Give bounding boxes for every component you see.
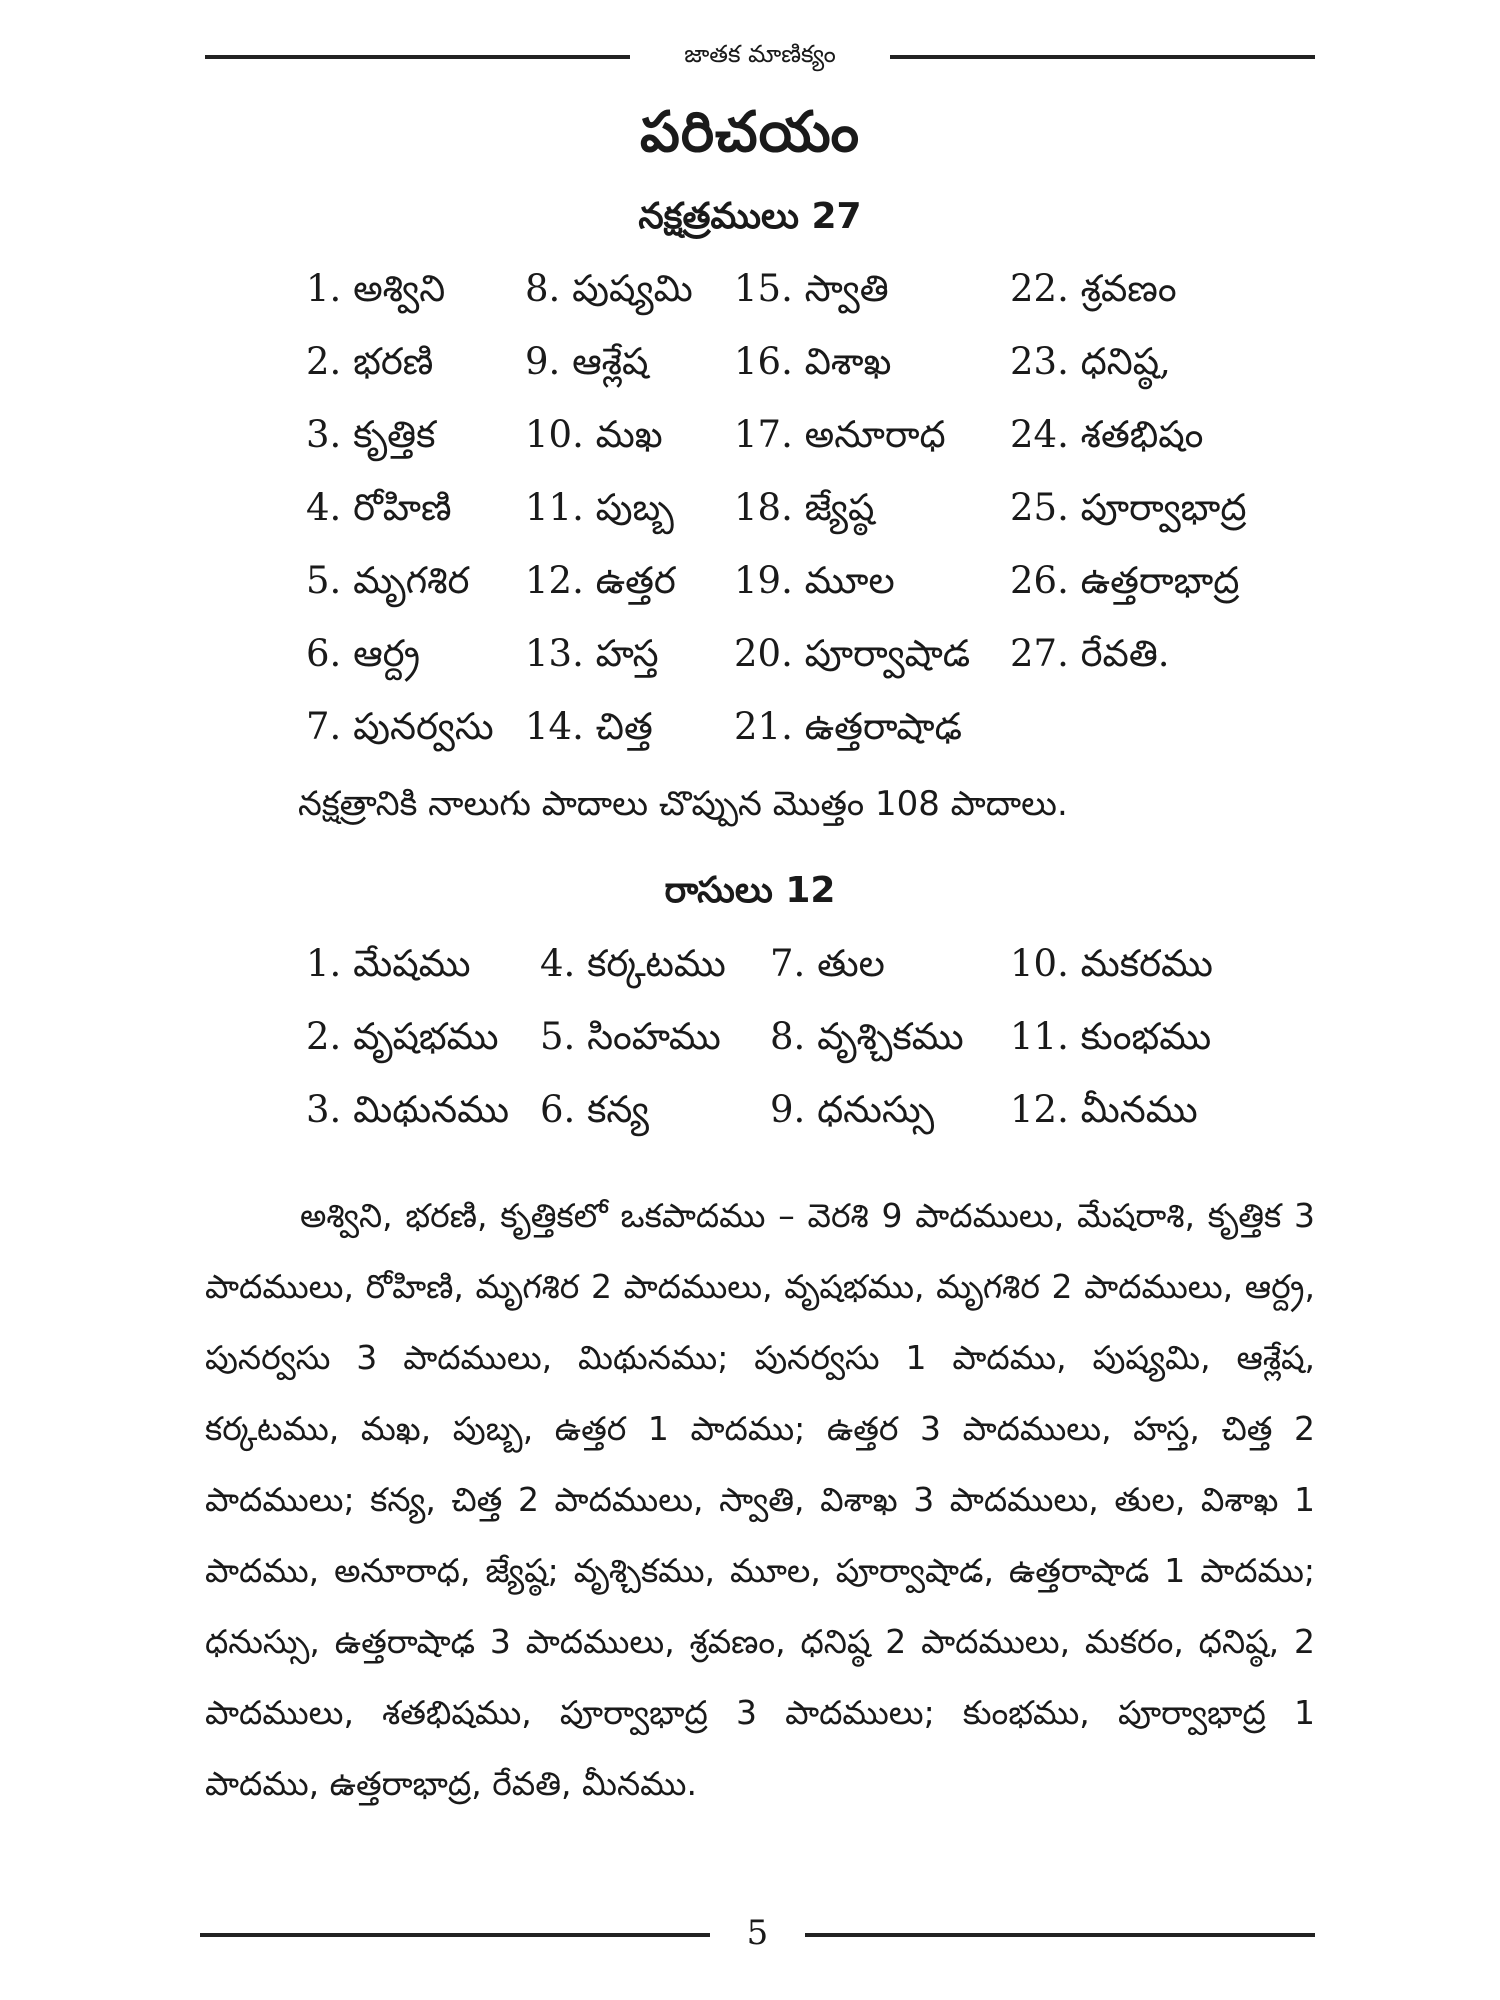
header-rule-right [890, 55, 1315, 59]
rasi-heading: రాసులు 12 [664, 870, 836, 911]
page-footer [200, 1915, 1315, 1955]
rasi-item: 11. కుంభము [1010, 1015, 1212, 1058]
page-title: పరిచయం [640, 100, 860, 165]
rasi-item: 10. మకరము [1010, 942, 1213, 985]
nakshatra-item: 24. శతభిషం [1010, 413, 1204, 456]
rasi-item: 5. సింహము [540, 1015, 721, 1058]
nakshatra-item: 14. చిత్త [525, 705, 653, 748]
nakshatra-note: నక్షత్రానికి నాలుగు పాదాలు చొప్పున మొత్తం 108 పాదాలు. [298, 784, 1068, 824]
rasi-item: 12. మీనము [1010, 1088, 1198, 1131]
nakshatra-item: 1. అశ్విని [306, 267, 446, 310]
running-title: జాతక మాణిక్యం [684, 40, 836, 68]
rasi-item: 1. మేషము [306, 942, 471, 985]
nakshatra-item: 7. పునర్వసు [306, 705, 494, 748]
nakshatra-item: 2. భరణి [306, 340, 434, 383]
nakshatra-item: 19. మూల [734, 559, 895, 602]
footer-rule-right [805, 1933, 1315, 1937]
nakshatra-item: 12. ఉత్తర [525, 559, 676, 602]
page-number: 5 [746, 1913, 769, 1953]
nakshatra-item: 23. ధనిష్ఠ, [1010, 340, 1171, 383]
nakshatra-item: 3. కృత్తిక [306, 413, 436, 456]
nakshatra-item: 15. స్వాతి [734, 267, 889, 310]
nakshatra-item: 16. విశాఖ [734, 340, 892, 383]
nakshatra-item: 9. ఆశ్లేష [525, 340, 649, 383]
nakshatra-item: 20. పూర్వాషాడ [734, 632, 971, 675]
nakshatra-item: 4. రోహిణి [306, 486, 452, 529]
rasi-item: 7. తుల [770, 942, 885, 985]
rasi-item: 9. ధనుస్సు [770, 1088, 935, 1131]
rasi-item: 2. వృషభము [306, 1015, 499, 1058]
nakshatra-item: 11. పుబ్బ [525, 486, 675, 529]
nakshatra-item: 26. ఉత్తరాభాద్ర [1010, 559, 1240, 602]
nakshatra-heading: నక్షత్రములు 27 [638, 196, 862, 237]
nakshatra-item: 6. ఆర్ద్ర [306, 632, 421, 675]
nakshatra-item: 18. జ్యేష్ఠ [734, 486, 875, 529]
nakshatra-item: 27. రేవతి. [1010, 632, 1170, 675]
nakshatra-item: 8. పుష్యమి [525, 267, 693, 310]
nakshatra-item: 21. ఉత్తరాషాఢ [734, 705, 962, 748]
rasi-item: 8. వృశ్చికము [770, 1015, 964, 1058]
running-header [205, 38, 1315, 78]
nakshatra-item: 13. హస్త [525, 632, 659, 675]
rasi-item: 4. కర్కటము [540, 942, 726, 985]
nakshatra-item: 5. మృగశిర [306, 559, 470, 602]
nakshatra-item: 17. అనూరాధ [734, 413, 946, 456]
nakshatra-item: 10. మఖ [525, 413, 663, 456]
nakshatra-item: 22. శ్రవణం [1010, 267, 1177, 310]
rasi-item: 6. కన్య [540, 1088, 649, 1131]
rasi-item: 3. మిథునము [306, 1088, 510, 1131]
nakshatra-item: 25. పూర్వాభాద్ర [1010, 486, 1247, 529]
body-paragraph: అశ్విని, భరణి, కృత్తికలో ఒకపాదము – వెరశి 9 పాదములు, మేషరాశి, కృత్తిక 3 పాదములు, రోహిణి, మృగశిర 2 పాదములు, వృషభము, మృగశిర 2 పాదములు, ఆర్ద్ర, పునర్వసు 3 పాదములు, మిథునము; పునర్వసు 1 పాదము, పుష్యమి, ఆశ్లేష, కర్కటము, మఖ, పుబ్బ, ఉత్తర 1 పాదము; ఉత్తర 3 పాదములు, హస్త, చిత్త 2 పాదములు; కన్య, చిత్త 2 పాదములు, స్వాతి, విశాఖ 3 పాదములు, తుల, విశాఖ 1 పాదము, అనూరాధ, జ్యేష్ఠ; వృశ్చికము, మూల, పూర్వాషాడ, ఉత్తరాషాడ 1 పాదము; ధనుస్సు, ఉత్తరాషాఢ 3 పాదములు, శ్రవణం, ధనిష్ఠ 2 పాదములు, మకరం, ధనిష్ఠ, 2 పాదములు, శతభిషము, పూర్వాభాద్ర 3 పాదములు; కుంభము, పూర్వాభాద్ర 1 పాదము, ఉత్తరాభాద్ర, రేవతి, మీనము. [205, 1196, 1315, 1803]
